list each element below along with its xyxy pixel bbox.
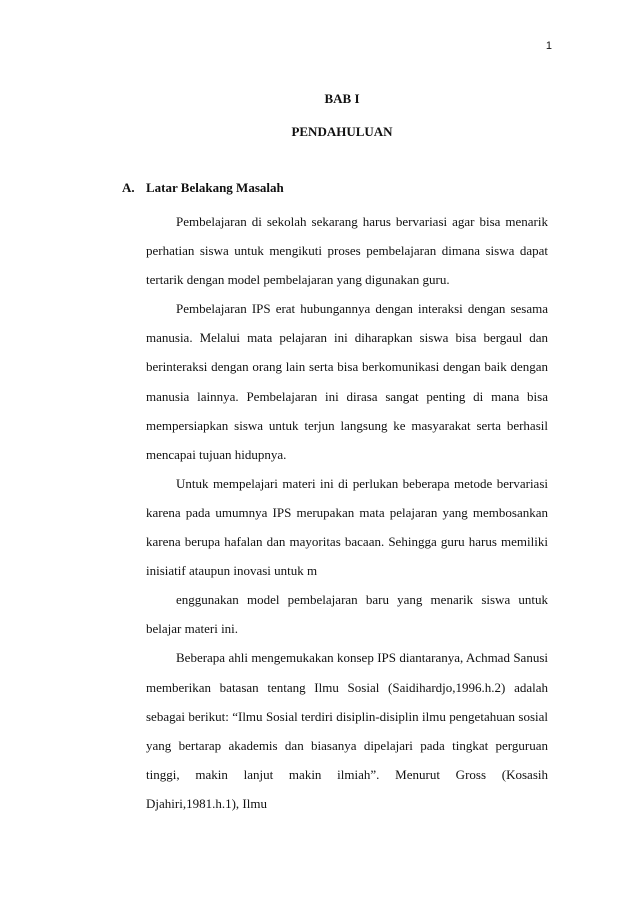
page-number: 1 <box>545 40 552 52</box>
chapter-number: BAB I <box>324 91 360 106</box>
section-marker: A. <box>122 180 135 195</box>
chapter-title: PENDAHULUAN <box>291 124 393 139</box>
paragraph-1: Pembelajaran di sekolah sekarang harus bervariasi agar bisa menarik perhatian siswa untuk mengikuti proses pembelajaran dimana siswa dapat tertarik dengan model pembelajaran yang digunakan guru. <box>146 214 548 288</box>
paragraph-3: Untuk mempelajari materi ini di perlukan beberapa metode bervariasi karena pada umumnya IPS merupakan mata pelajaran yang membosankan karena berupa hafalan dan mayoritas bacaan. Sehingga guru harus memiliki inisiatif ataupun inovasi untuk m <box>146 475 548 579</box>
body-text <box>146 207 548 818</box>
paragraph-4: enggunakan model pembelajaran baru yang menarik siswa untuk belajar materi ini. <box>146 592 548 637</box>
section-heading <box>122 180 284 196</box>
section-title: Latar Belakang Masalah <box>146 180 284 195</box>
paragraph-5: Beberapa ahli mengemukakan konsep IPS diantaranya, Achmad Sanusi memberikan batasan tentang Ilmu Sosial (Saidihardjo,1996.h.2) adalah sebagai berikut: “Ilmu Sosial terdiri disiplin-disiplin ilmu pengetahuan sosial yang bertarap akademis dan biasanya dipelajari pada tingkat perguruan tinggi, makin lanjut makin ilmiah”. Menurut Gross (Kosasih Djahiri,1981.h.1), Ilmu <box>146 650 548 811</box>
paragraph-2: Pembelajaran IPS erat hubungannya dengan interaksi dengan sesama manusia. Melalui mata pelajaran ini diharapkan siswa bisa bergaul dan berinteraksi dengan orang lain serta bisa berkomunikasi dengan baik dengan manusia lainnya. Pembelajaran ini dirasa sangat penting di mana bisa mempersiapkan siswa untuk terjun langsung ke masyarakat serta berhasil mencapai tujuan hidupnya. <box>146 301 548 462</box>
